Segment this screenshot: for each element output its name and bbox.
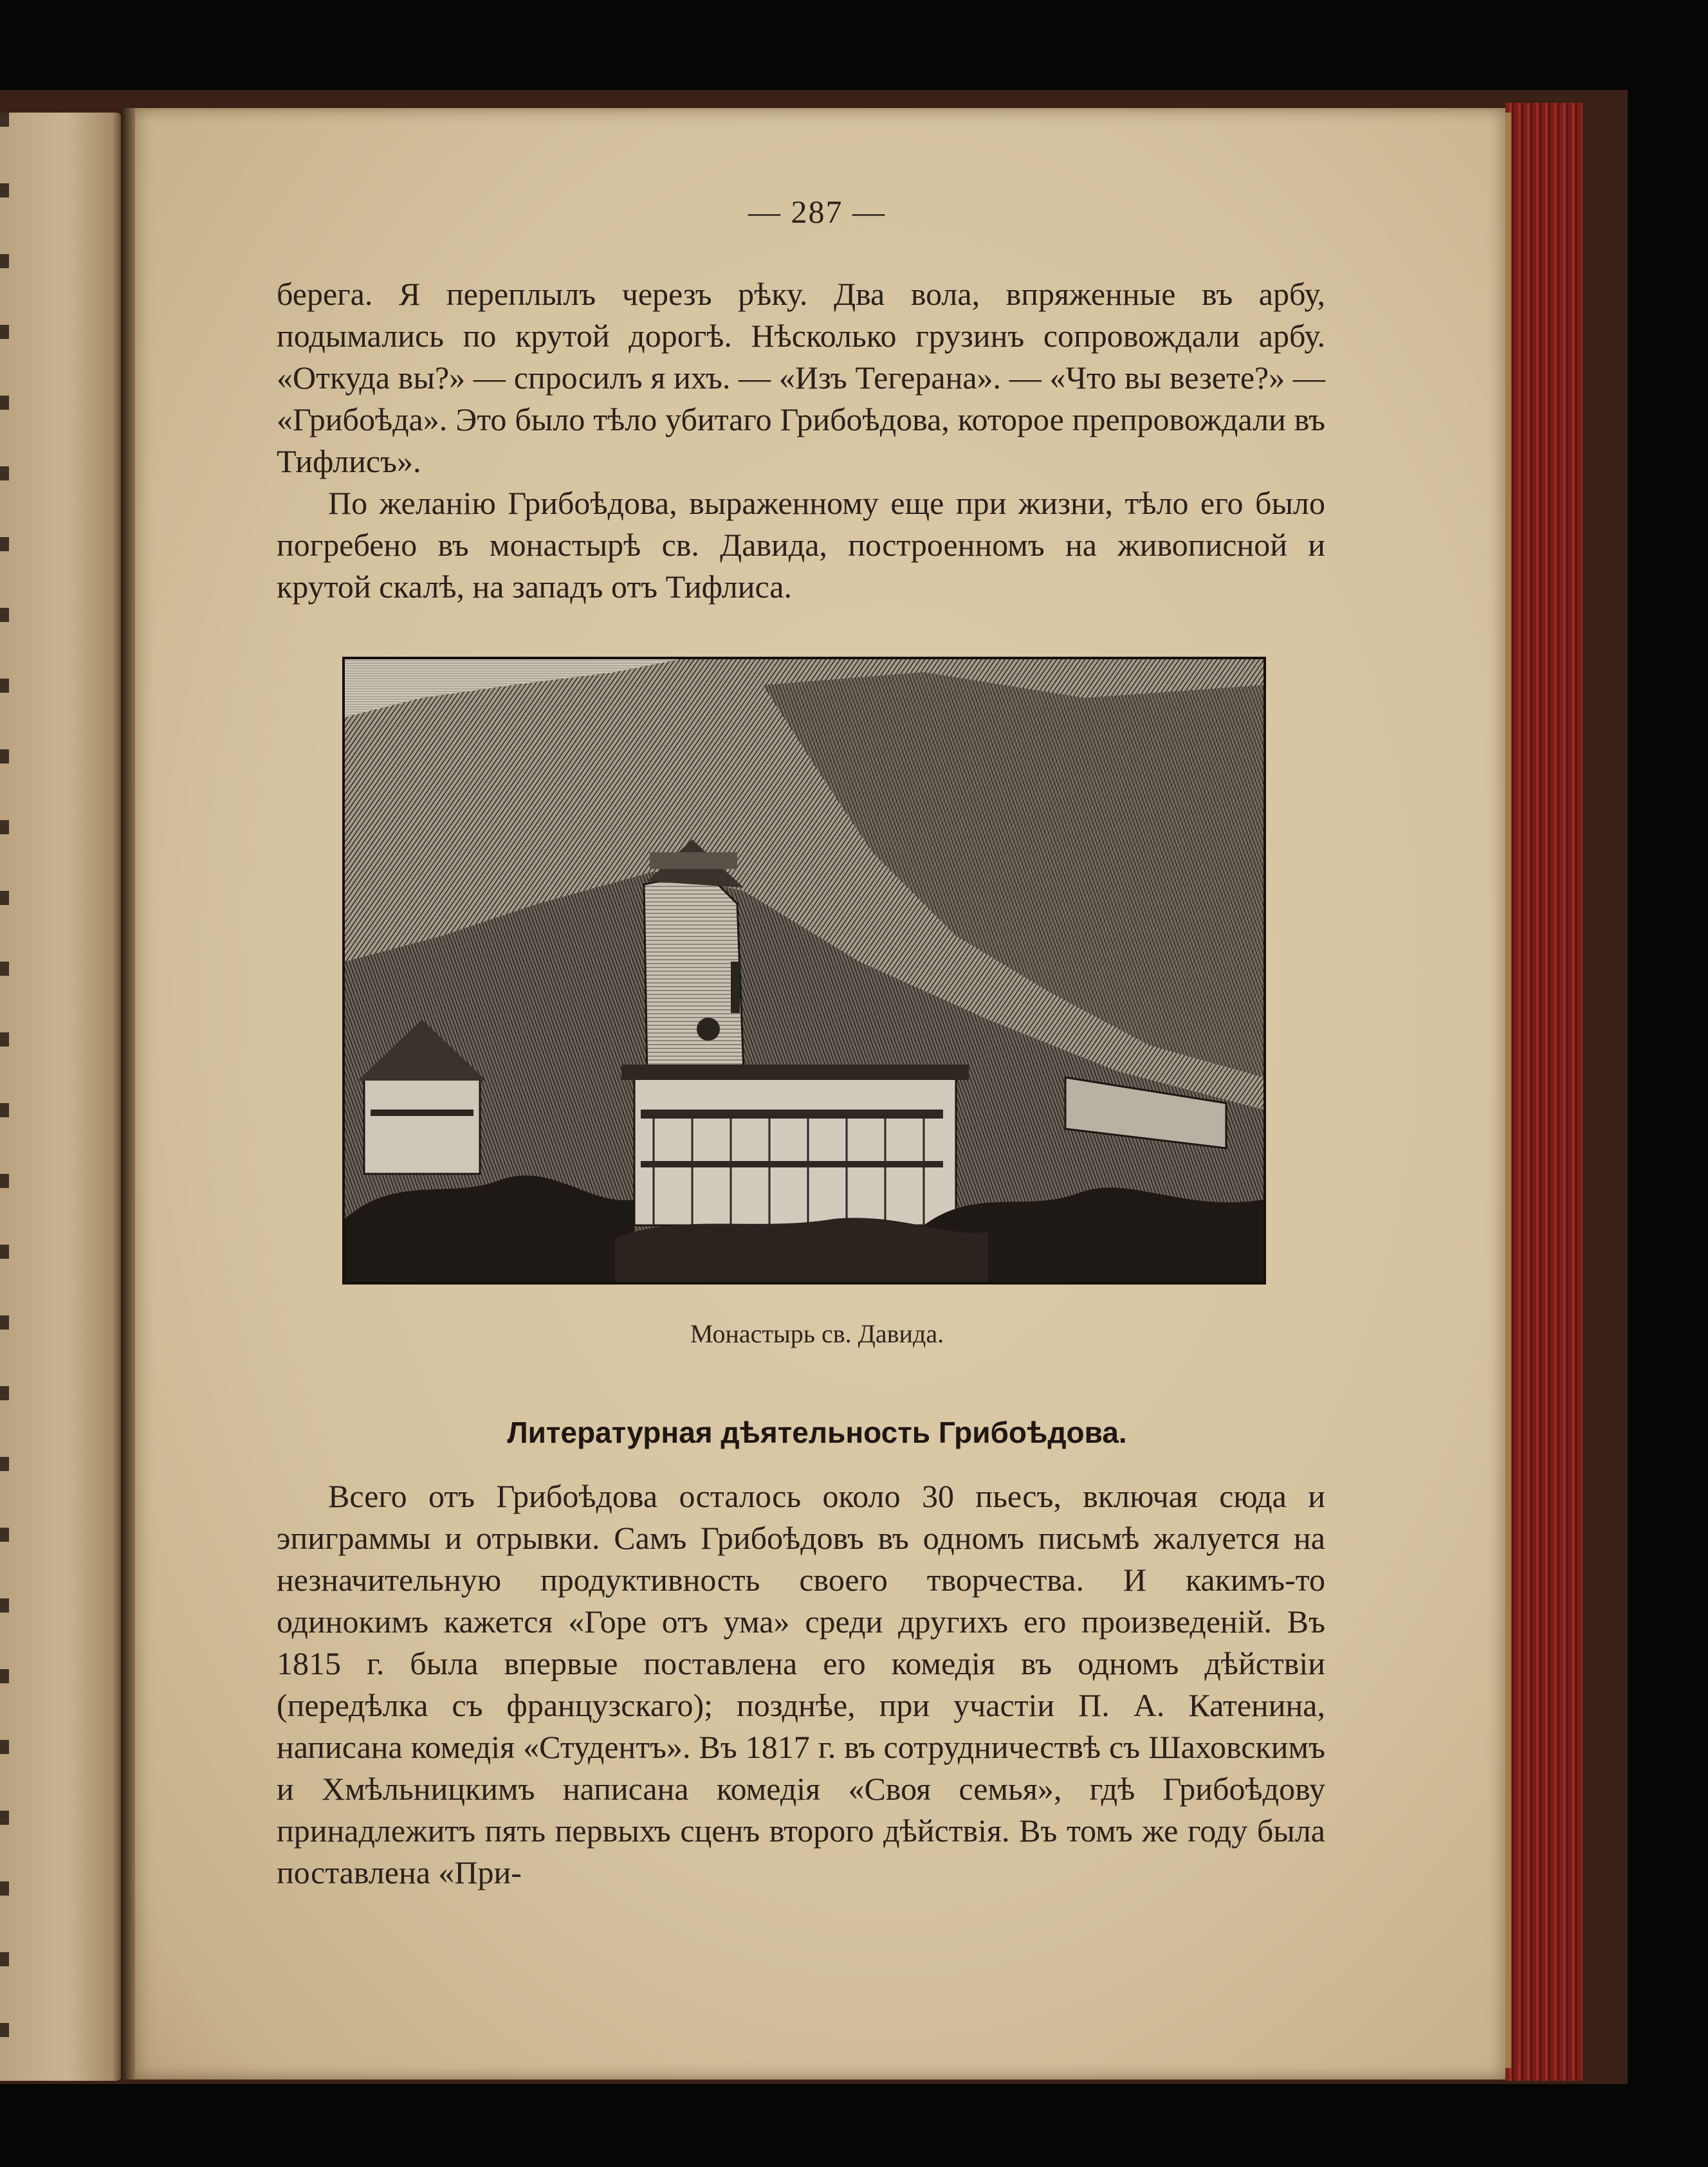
left-page (0, 113, 122, 2081)
section-heading: Литературная дѣятельность Грибоѣдова. (507, 1416, 1127, 1449)
paragraph: берега. Я переплылъ черезъ рѣку. Два вола, впряженные въ арбу, подымались по крутой дорогѣ. Нѣсколько грузинъ сопровождали арбу. «Откуда вы?» — спросилъ я ихъ. — «Изъ Тегерана». — «Что вы везете?» — «Грибоѣда». Это было тѣло убитаго Грибоѣдова, которое препровождали въ Тифлисъ». (277, 276, 1325, 479)
spine-shadow (121, 108, 135, 2080)
figure-caption: Монастырь св. Давида. (690, 1319, 944, 1348)
paragraph: Всего отъ Грибоѣдова осталось около 30 пьесъ, включая сюда и эпиграммы и отрывки. Самъ Грибоѣдовъ въ одномъ письмѣ жалуется на незначительную продуктивность своего творчества. И какимъ-то одинокимъ кажется «Горе отъ ума» среди другихъ его произведеній. Въ 1815 г. была впервые поставлена его комедія въ одномъ дѣйствіи (передѣлка съ французскаго); позднѣе, при участіи П. А. Катенина, написана комедія «Студентъ». Въ 1817 г. въ сотрудничествѣ съ Шаховскимъ и Хмѣльницкимъ написана комедія «Своя семья», гдѣ Грибоѣдову принадлежитъ пять первыхъ сценъ второго дѣйствія. Въ томъ же году была поставлена «При- (277, 1478, 1325, 1890)
page-number: — 287 — (748, 194, 886, 230)
left-page-edge-marks (0, 113, 9, 2081)
paragraph: По желанію Грибоѣдова, выраженному еще при жизни, тѣло его было погребено въ монастырѣ св. Давида, построенномъ на живописной и крутой скалѣ, на западъ отъ Тифлиса. (277, 485, 1325, 605)
page-edges (1505, 103, 1583, 2081)
text-block-bottom (277, 1476, 1325, 1894)
monastery-engraving (342, 657, 1266, 1285)
text-block-top (277, 273, 1325, 608)
